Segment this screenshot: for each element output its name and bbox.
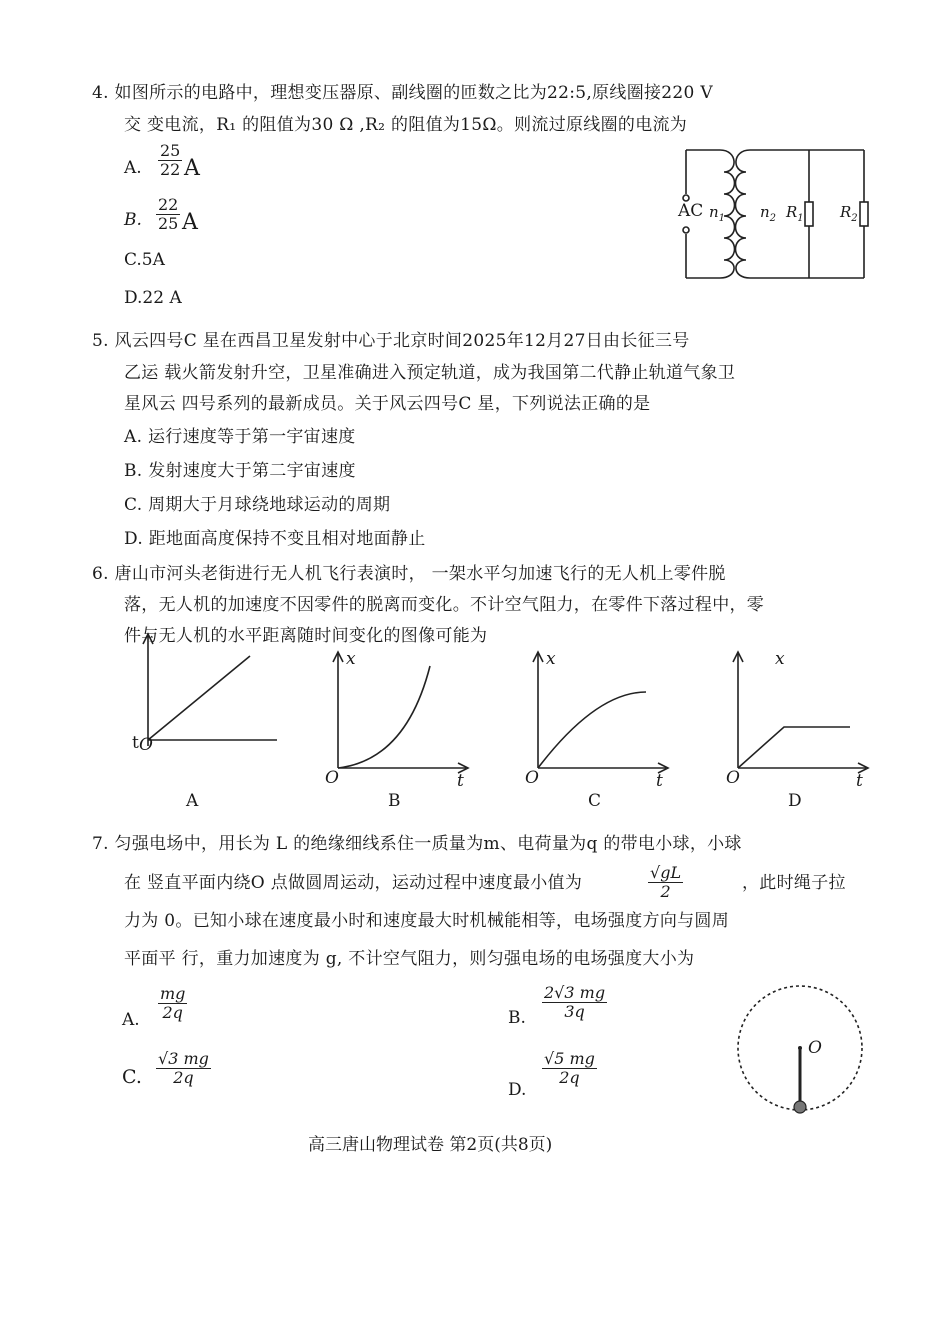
q4-label-n1: [709, 203, 725, 224]
q7-option-c-fraction: [156, 1050, 211, 1087]
q4-label-n2-main: n: [760, 203, 770, 221]
q4-option-d: D.22 A: [124, 288, 182, 308]
q6-graph-b-y: x: [346, 649, 356, 669]
q7-option-c-prefix: C.: [122, 1066, 142, 1088]
q7-option-d-prefix: D.: [508, 1080, 527, 1100]
q4-label-r1: [786, 203, 804, 224]
q7-circle-diagram: [732, 980, 872, 1120]
q7-min-speed-fraction: [648, 864, 683, 901]
q7-min-speed-den: 2: [660, 882, 671, 901]
q4-label-n2-sub: 2: [769, 213, 777, 224]
q4-option-b-unit: A: [182, 210, 198, 235]
q4-option-a-fraction: [158, 142, 182, 179]
q6-graph-b-t: t: [457, 771, 464, 791]
q5-stem-line1: 5. 风云四号C 星在西昌卫星发射中心于北京时间2025年12月27日由长征三号: [92, 331, 690, 351]
q6-graph-d-origin: O: [726, 768, 740, 788]
q6-graph-c-origin: O: [525, 768, 539, 788]
q6-graph-a-origin: O: [139, 735, 153, 755]
q4-option-b-fraction: [156, 196, 180, 233]
q5-stem-line3: 星风云 四号系列的最新成员。关于风云四号C 星，下列说法正确的是: [124, 394, 651, 414]
q5-option-c: C. 周期大于月球绕地球运动的周期: [124, 495, 391, 515]
q6-graph-a-label: A: [186, 791, 199, 811]
q7-option-b-fraction: [542, 984, 607, 1021]
q4-label-r2-main: R: [840, 203, 852, 221]
q7-stem-line4: 平面平 行，重力加速度为 g, 不计空气阻力，则匀强电场的电场强度大小为: [124, 949, 695, 969]
q7-stem-line3: 力为 0。已知小球在速度最小时和速度最大时机械能相等，电场强度方向与圆周: [124, 911, 730, 931]
q6-graph-d-y: x: [775, 649, 785, 669]
q4-option-a-prefix: A.: [124, 158, 142, 178]
q4-option-a-unit: A: [184, 156, 200, 181]
q7-option-c-num: √3 mg: [158, 1049, 209, 1068]
q4-label-n2: [760, 203, 776, 224]
q6-graph-d: [726, 648, 876, 778]
q6-stem-line2: 落，无人机的加速度不因零件的脱离而变化。不计空气阻力，在零件下落过程中，零: [124, 595, 765, 615]
q4-option-a-den: 22: [160, 160, 181, 179]
q4-label-n1-main: n: [709, 203, 719, 221]
q6-graph-c-label: C: [588, 791, 602, 811]
q6-graph-a: [132, 630, 282, 760]
page-footer: 高三唐山物理试卷 第2页(共8页): [308, 1135, 553, 1155]
q5-stem-line2: 乙运 载火箭发射升空，卫星准确进入预定轨道，成为我国第二代静止轨道气象卫: [124, 363, 736, 383]
q6-stem-line1: 6. 唐山市河头老街进行无人机飞行表演时， 一架水平匀加速飞行的无人机上零件脱: [92, 564, 726, 584]
q7-option-d-num: √5 mg: [544, 1049, 595, 1068]
q4-option-b-den: 25: [158, 214, 179, 233]
q7-stem-line2a: 在 竖直平面内绕O 点做圆周运动，运动过程中速度最小值为: [124, 873, 583, 893]
q4-option-b-num: 22: [158, 195, 179, 214]
q4-label-r2: [840, 203, 858, 224]
q6-graph-d-label: D: [788, 791, 802, 811]
q7-option-d-den: 2q: [559, 1068, 580, 1087]
q4-stem-line1: 4. 如图所示的电路中，理想变压器原、副线圈的匝数之比为22:5,原线圈接220 V: [92, 83, 713, 103]
q6-graph-c-t: t: [656, 771, 663, 791]
q7-center-label: O: [808, 1038, 822, 1058]
q7-option-a-den: 2q: [162, 1003, 183, 1022]
q7-stem-line2b: ，此时绳子拉: [742, 873, 846, 893]
q4-option-b-prefix: B.: [124, 210, 142, 230]
q6-graph-b-label: B: [388, 791, 401, 811]
q6-graph-c-y: x: [546, 649, 556, 669]
q4-stem-line2: 交 变电流，R₁ 的阻值为30 Ω ,R₂ 的阻值为15Ω。则流过原线圈的电流为: [124, 115, 688, 135]
q7-option-b-num: 2√3 mg: [544, 983, 606, 1002]
q4-option-c: C.5A: [124, 250, 165, 270]
q7-option-c-den: 2q: [173, 1068, 194, 1087]
q6-graph-b-origin: O: [325, 768, 339, 788]
q4-option-a-num: 25: [160, 141, 181, 160]
q7-option-a-fraction: [158, 985, 187, 1022]
q7-option-a-num: mg: [160, 984, 186, 1003]
q5-option-b: B. 发射速度大于第二宇宙速度: [124, 461, 356, 481]
q7-option-b-den: 3q: [564, 1002, 585, 1021]
q7-option-a-prefix: A.: [122, 1010, 140, 1030]
q6-stem-line3: 件与无人机的水平距离随时间变化的图像可能为: [124, 626, 488, 646]
q4-label-n1-sub: 1: [718, 213, 726, 224]
q7-option-b-prefix: B.: [508, 1008, 526, 1028]
q7-stem-line1: 7. 匀强电场中，用长为 L 的绝缘细线系住一质量为m、电荷量为q 的带电小球，小球: [92, 834, 742, 854]
q6-graph-d-t: t: [856, 771, 863, 791]
q6-graph-a-t: t: [132, 733, 139, 753]
q4-label-ac: AC: [678, 201, 704, 221]
q7-option-d-fraction: [542, 1050, 597, 1087]
q4-label-r1-main: R: [786, 203, 798, 221]
q4-label-r1-sub: 1: [797, 213, 804, 224]
q7-min-speed-num: √gL: [650, 863, 682, 882]
q4-label-r2-sub: 2: [851, 213, 858, 224]
q5-option-a: A. 运行速度等于第一宇宙速度: [124, 427, 356, 447]
q5-option-d: D. 距地面高度保持不变且相对地面静止: [124, 529, 426, 549]
